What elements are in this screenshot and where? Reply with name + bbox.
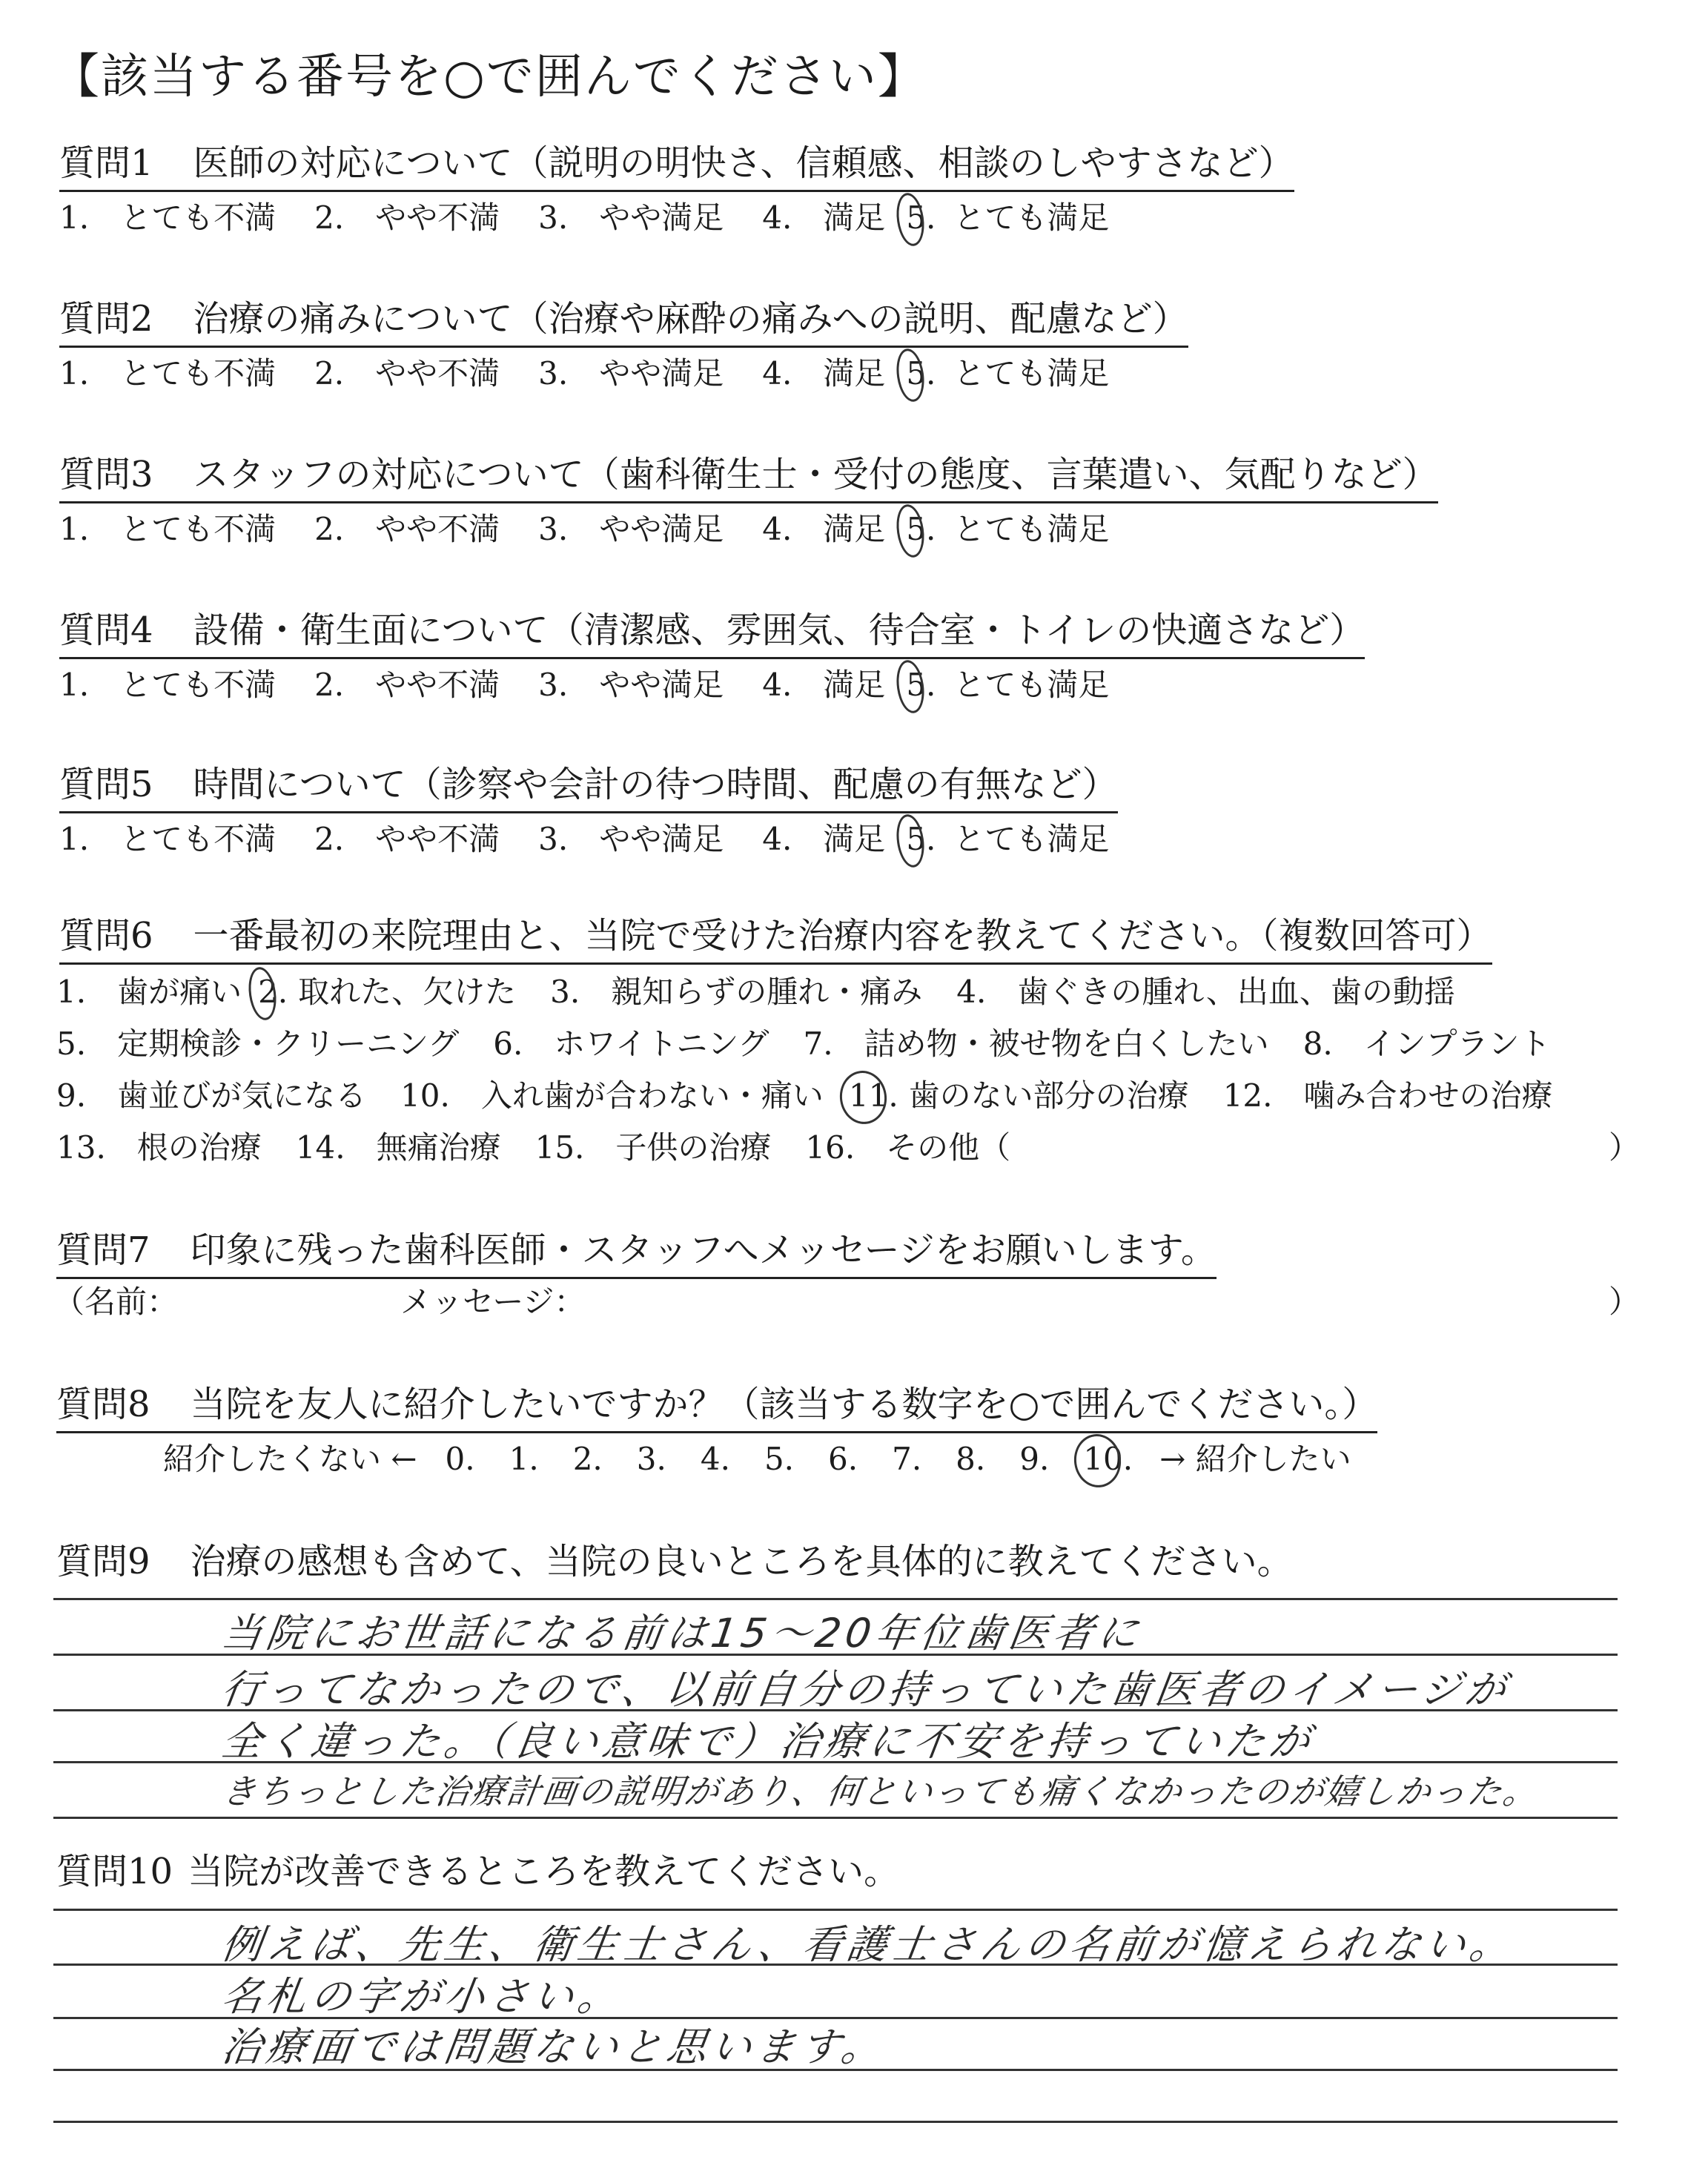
option-3[interactable]: 3. 親知らずの腫れ・痛み [550,974,923,1010]
name-label: （名前： [53,1284,179,1320]
question-7-header [56,1226,1217,1279]
question-text: 印象に残った歯科医師・スタッフへメッセージをお願いします。 [190,1229,1217,1271]
option-2[interactable]: 2. やや不満 [314,199,500,236]
scale-4[interactable]: 4. [700,1441,730,1477]
scale-8[interactable]: 8. [956,1441,986,1477]
option-5-circled[interactable]: 5. [906,819,936,860]
question-text: 医師の対応について（説明の明快さ、信頼感、相談のしやすさなど） [193,142,1294,184]
question-8-scale [163,1439,1386,1480]
question-number: 質問2 [59,298,153,340]
handwritten-answer-line: きちっとした治療計画の説明があり、何といっても痛くなかったのが嬉しかった。 [219,1771,1542,1811]
option-5[interactable]: 5. 定期検診・クリーニング [56,1025,460,1062]
question-number: 質問6 [59,915,153,957]
option-5-circled[interactable]: 5. [906,509,936,550]
question-4-options [59,664,1109,706]
option-5-label: とても満足 [953,667,1110,703]
scale-9[interactable]: 9. [1019,1441,1050,1477]
handwritten-answer-line: 名札の字が小さい。 [219,1973,626,2020]
handwritten-answer-line: 治療面では問題ないと思います。 [219,2024,890,2070]
option-16[interactable]: 16. その他（ [805,1129,1011,1166]
question-5-options [59,819,1109,860]
scale-3[interactable]: 3. [636,1441,666,1477]
option-10[interactable]: 10. 入れ歯が合わない・痛い [400,1077,824,1114]
option-1[interactable]: 1. とても不満 [59,667,277,703]
question-6-row-4 [56,1127,1045,1169]
question-number: 質問4 [59,610,153,651]
question-6-header [59,912,1492,965]
scale-7[interactable]: 7. [892,1441,922,1477]
option-16-close-paren: ） [1609,1129,1641,1166]
option-1[interactable]: 1. とても不満 [59,199,277,236]
option-5-label: とても満足 [953,821,1110,857]
answer-line [53,2121,1618,2123]
question-7-close-paren: ） [1609,1284,1641,1320]
scale-6[interactable]: 6. [828,1441,858,1477]
option-6[interactable]: 6. ホワイトニング [493,1025,769,1062]
question-6-row-1 [56,971,1489,1013]
question-text: 当院を友人に紹介したいですか？（該当する数字を○で囲んでください。） [190,1384,1378,1425]
option-2[interactable]: 2. やや不満 [314,511,500,547]
scale-right-label: → 紹介したい [1159,1441,1351,1477]
option-3[interactable]: 3. やや満足 [538,821,724,857]
option-11-label: 歯のない部分の治療 [908,1077,1189,1114]
option-15[interactable]: 15. 子供の治療 [534,1129,772,1166]
question-8-header [56,1381,1377,1433]
option-5-circled[interactable]: 5. [906,197,936,239]
question-text: スタッフの対応について（歯科衛生士・受付の態度、言葉遣い、気配りなど） [193,454,1438,495]
option-14[interactable]: 14. 無痛治療 [295,1129,501,1166]
scale-1[interactable]: 1. [509,1441,539,1477]
option-5-label: とても満足 [953,355,1110,392]
option-1[interactable]: 1. 歯が痛い [56,974,242,1010]
scale-10-circled[interactable]: 10. [1083,1439,1133,1480]
option-2[interactable]: 2. やや不満 [314,821,500,857]
question-text: 治療の感想も含めて、当院の良いところを具体的に教えてください。 [190,1541,1293,1582]
option-4[interactable]: 4. 満足 [762,667,886,703]
scale-5[interactable]: 5. [764,1441,795,1477]
question-text: 時間について（診察や会計の待つ時間、配慮の有無など） [193,764,1118,805]
handwritten-answer-line: 全く違った。（良い意味で）治療に不安を持っていたが [219,1718,1317,1765]
option-3[interactable]: 3. やや満足 [538,199,724,236]
question-number: 質問7 [56,1229,150,1271]
option-5-label: とても満足 [953,511,1110,547]
option-5-label: とても満足 [953,199,1110,236]
option-12[interactable]: 12. 噛み合わせの治療 [1222,1077,1553,1114]
option-8[interactable]: 8. インプラント [1302,1025,1551,1062]
option-5-circled[interactable]: 5. [906,353,936,394]
option-3[interactable]: 3. やや満足 [538,511,724,547]
option-2[interactable]: 2. やや不満 [314,667,500,703]
option-1[interactable]: 1. とても不満 [59,511,277,547]
scale-0[interactable]: 0. [445,1441,475,1477]
question-4-header [59,607,1365,659]
option-1[interactable]: 1. とても不満 [59,821,277,857]
question-6-row-2 [56,1023,1585,1065]
option-4[interactable]: 4. 満足 [762,821,886,857]
question-6-row-3 [56,1075,1586,1117]
question-number: 質問5 [59,764,153,805]
question-text: 設備・衛生面について（清潔感、雰囲気、待合室・トイレの快適さなど） [193,610,1366,651]
question-10-header [56,1848,899,1895]
option-4[interactable]: 4. 歯ぐきの腫れ、出血、歯の動揺 [956,974,1455,1010]
option-4[interactable]: 4. 満足 [762,355,886,392]
option-1[interactable]: 1. とても不満 [59,355,277,392]
question-number: 質問9 [56,1541,150,1582]
question-9-header [56,1538,1293,1585]
question-number: 質問8 [56,1384,150,1425]
handwritten-answer-line: 当院にお世話になる前は15〜20年位歯医者に [219,1610,1146,1657]
option-3[interactable]: 3. やや満足 [538,667,724,703]
question-number: 質問3 [59,454,153,495]
question-7-fields [53,1281,620,1323]
option-9[interactable]: 9. 歯並びが気になる [56,1077,367,1114]
option-2[interactable]: 2. やや不満 [314,355,500,392]
question-1-header [59,139,1294,192]
option-2-circled[interactable]: 2. [258,971,288,1013]
question-3-options [59,509,1109,550]
option-4[interactable]: 4. 満足 [762,199,886,236]
option-13[interactable]: 13. 根の治療 [56,1129,262,1166]
scale-left-label: 紹介したくない ← [163,1441,417,1477]
question-text: 一番最初の来院理由と、当院で受けた治療内容を教えてください。（複数回答可） [193,915,1492,957]
question-text: 当院が改善できるところを教えてください。 [188,1851,900,1892]
question-2-options [59,353,1109,394]
option-7[interactable]: 7. 詰め物・被せ物を白くしたい [803,1025,1269,1062]
question-5-header [59,761,1118,813]
page-title: 【該当する番号を○で囲んでください】 [52,50,927,105]
option-4[interactable]: 4. 満足 [762,511,886,547]
option-5-circled[interactable]: 5. [906,664,936,706]
option-3[interactable]: 3. やや満足 [538,355,724,392]
question-2-header [59,295,1188,348]
option-11-circled[interactable]: 11. [849,1075,898,1117]
answer-line [53,1909,1618,1911]
answer-line [53,1598,1618,1600]
scale-2[interactable]: 2. [572,1441,603,1477]
question-3-header [59,451,1438,503]
question-number: 質問10 [56,1851,173,1892]
handwritten-answer-line: 例えば、先生、衛生士さん、看護士さんの名前が憶えられない。 [219,1921,1518,1968]
answer-line [53,1817,1618,1819]
question-1-options [59,197,1109,239]
question-text: 治療の痛みについて（治療や麻酔の痛みへの説明、配慮など） [193,298,1188,340]
question-number: 質問1 [59,142,153,184]
option-2-label: 取れた、欠けた [298,974,517,1010]
message-label: メッセージ： [400,1284,586,1320]
handwritten-answer-line: 行ってなかったので、以前自分の持っていた歯医者のイメージが [219,1666,1514,1713]
